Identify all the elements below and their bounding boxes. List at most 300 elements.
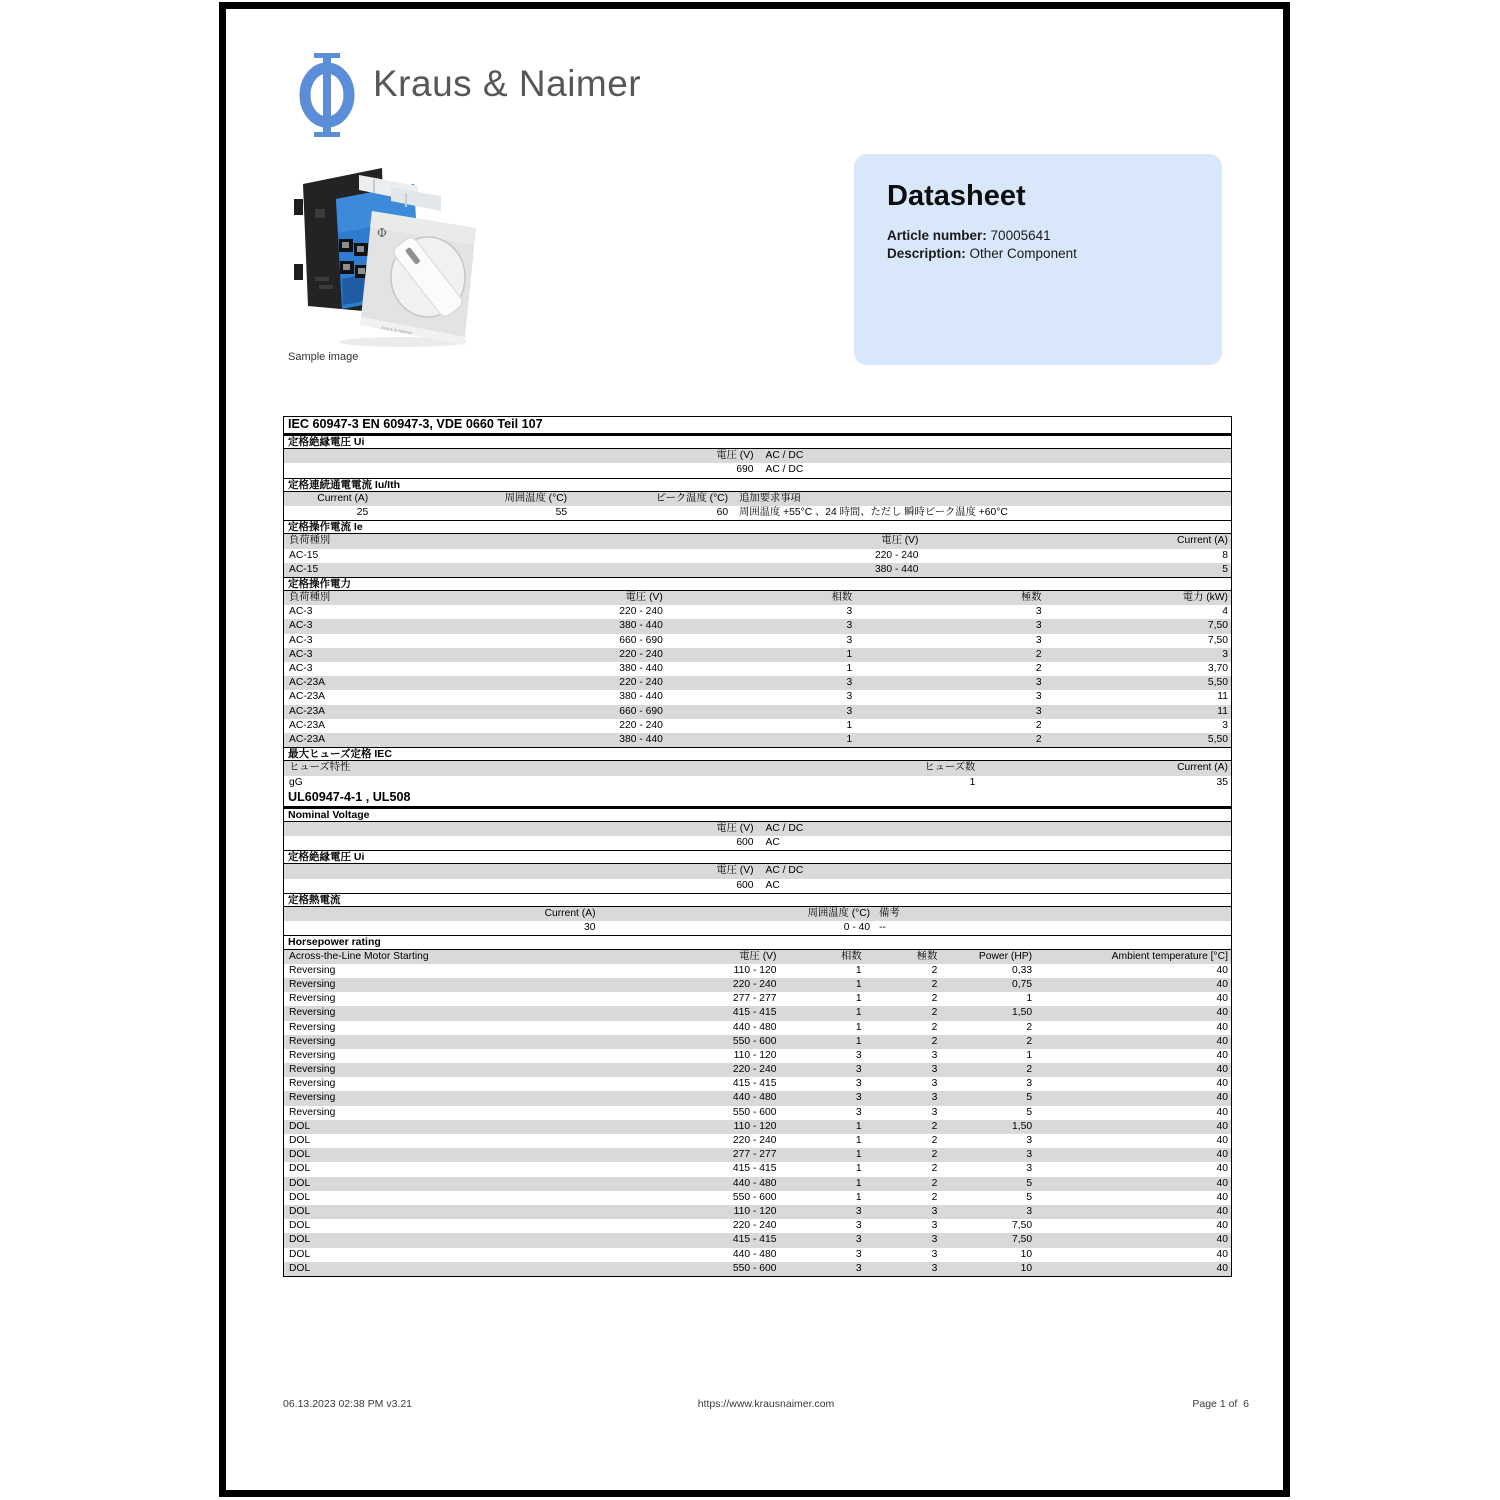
table-row <box>284 992 1231 1006</box>
table-cell: DOL <box>289 1149 311 1161</box>
table-cell: 1 <box>855 1021 862 1033</box>
table-cell: 1 <box>855 1163 862 1175</box>
table-row <box>284 879 1231 893</box>
table-cell: 3 <box>855 1049 862 1061</box>
table-cell: AC / DC <box>765 865 804 877</box>
section-header-row: 定格絶縁電圧 Ui <box>284 850 1231 864</box>
table-row <box>284 978 1231 992</box>
section-header-row: Nominal Voltage <box>284 808 1231 822</box>
column-header-row <box>284 492 1231 506</box>
brand-logo <box>297 51 642 139</box>
table-cell: 2 <box>931 1163 938 1175</box>
table-cell: 277 - 277 <box>732 993 777 1005</box>
page-frame <box>219 2 1290 1497</box>
section-header-row: Horsepower rating <box>284 935 1231 949</box>
table-row <box>284 1049 1231 1063</box>
table-cell: 3 <box>846 634 853 646</box>
table-cell: 660 - 690 <box>619 705 663 717</box>
table-cell: Reversing <box>289 993 336 1005</box>
column-header-cell: Current (A) <box>317 492 369 504</box>
table-cell: 690 <box>736 464 754 476</box>
table-cell: 440 - 480 <box>732 1021 777 1033</box>
table-cell: 440 - 480 <box>732 1248 777 1260</box>
table-row <box>284 836 1231 850</box>
table-cell: 3 <box>855 1248 862 1260</box>
table-cell: 600 <box>736 837 754 849</box>
table-cell: 3 <box>855 1064 862 1076</box>
column-header-cell: 電圧 (V) <box>625 592 663 604</box>
table-cell: 1 <box>846 719 853 731</box>
table-cell: 3 <box>1035 634 1042 646</box>
table-row <box>284 719 1231 733</box>
table-cell: 2 <box>931 964 938 976</box>
table-cell: 25 <box>356 506 369 518</box>
column-header-cell: 負荷種別 <box>289 535 331 547</box>
table-cell: 2 <box>931 1021 938 1033</box>
table-cell: -- <box>879 922 886 934</box>
table-cell: 1 <box>855 1135 862 1146</box>
table-row <box>284 648 1231 662</box>
table-cell: AC-23A <box>289 719 326 731</box>
description-label: Description: <box>887 246 966 261</box>
column-header-cell: 電圧 (V) <box>881 535 919 547</box>
table-cell: 3 <box>1035 677 1042 689</box>
table-row <box>284 1091 1231 1105</box>
table-cell: 40 <box>1216 1035 1228 1047</box>
table-cell: 3 <box>931 1205 938 1217</box>
table-cell: 5,50 <box>1207 733 1228 745</box>
table-cell: 55 <box>555 506 568 518</box>
table-cell: 7,50 <box>1207 634 1228 646</box>
table-cell: 4 <box>1222 606 1228 618</box>
table-cell: 110 - 120 <box>733 1049 777 1061</box>
table-row <box>284 1134 1231 1148</box>
table-cell: 2 <box>931 978 938 990</box>
column-header-cell: 追加要求事項 <box>739 492 801 504</box>
section-header-row: 定格操作電流 Ie <box>284 520 1231 534</box>
column-header-cell: Across-the-Line Motor Starting <box>289 950 429 962</box>
article-number-label: Article number: <box>887 228 987 243</box>
table-cell: 660 - 690 <box>619 634 663 646</box>
column-header-row <box>284 761 1231 775</box>
table-row <box>284 1148 1231 1162</box>
table-row <box>284 676 1231 690</box>
table-cell: 30 <box>584 922 596 934</box>
table-cell: 1 <box>969 776 976 788</box>
table-row <box>284 1006 1231 1020</box>
table-cell: 3 <box>855 1078 862 1090</box>
table-cell: AC <box>765 837 780 849</box>
table-row <box>284 662 1231 676</box>
table-cell: 40 <box>1216 1021 1228 1033</box>
table-row <box>284 705 1231 719</box>
column-header-row <box>284 907 1231 921</box>
table-cell: 550 - 600 <box>732 1191 777 1203</box>
section-header-row: 定格連続通電電流 Iu/Ith <box>284 478 1231 492</box>
table-cell: 2 <box>931 1135 938 1146</box>
table-cell: 2 <box>1026 1064 1033 1076</box>
table-cell: 40 <box>1216 1007 1228 1019</box>
table-cell: 3 <box>931 1234 938 1246</box>
column-header-cell: 電力 (kW) <box>1182 592 1228 604</box>
description-line <box>887 245 1222 263</box>
table-cell: 2 <box>931 993 938 1005</box>
table-cell: 40 <box>1216 1191 1228 1203</box>
table-cell: AC / DC <box>765 464 804 476</box>
column-header-cell: 相数 <box>841 950 862 962</box>
table-cell: 3 <box>846 606 853 618</box>
column-header-cell: Current (A) <box>544 908 596 919</box>
table-row <box>284 1077 1231 1091</box>
column-header-cell: 周囲温度 (°C) <box>504 492 568 504</box>
table-row <box>284 1063 1231 1077</box>
spec-table <box>283 416 1232 1277</box>
table-cell: 2 <box>1035 733 1042 745</box>
table-cell: 5 <box>1222 563 1228 575</box>
table-cell: 3 <box>931 1064 938 1076</box>
table-title-row: UL60947-4-1 , UL508 <box>284 790 1231 808</box>
table-cell: DOL <box>289 1177 311 1189</box>
table-cell: AC / DC <box>765 450 804 462</box>
table-cell: 1,50 <box>1012 1007 1033 1019</box>
column-header-cell: 電圧 (V) <box>739 950 777 962</box>
table-cell: 3 <box>1035 606 1042 618</box>
table-cell: 40 <box>1216 1092 1228 1104</box>
table-row <box>284 634 1231 648</box>
table-cell: 550 - 600 <box>732 1035 777 1047</box>
table-cell: DOL <box>289 1220 311 1232</box>
table-cell: 3 <box>931 1078 938 1090</box>
column-header-cell: Ambient temperature [°C] <box>1111 950 1228 962</box>
table-cell: DOL <box>289 1135 311 1146</box>
table-cell: 11 <box>1217 705 1228 717</box>
table-cell: Reversing <box>289 978 336 990</box>
table-cell: 3 <box>1035 691 1042 703</box>
table-cell: 1 <box>846 663 853 674</box>
table-cell: 2 <box>1035 663 1042 674</box>
table-cell: 電圧 (V) <box>716 450 754 462</box>
table-cell: 2 <box>931 1007 938 1019</box>
table-cell: 600 <box>736 879 754 891</box>
table-row <box>284 1233 1231 1247</box>
description-value: Other Component <box>969 246 1077 261</box>
table-cell: DOL <box>289 1191 311 1203</box>
section-header-row: 定格操作電力 <box>284 577 1231 591</box>
table-cell: 2 <box>931 1035 938 1047</box>
table-cell: 1 <box>855 1120 862 1132</box>
table-cell: 35 <box>1216 776 1228 788</box>
table-cell: 7,50 <box>1012 1220 1033 1232</box>
table-cell: 3 <box>931 1106 938 1118</box>
table-cell: 周囲温度 +55°C 、24 時間、ただし 瞬時ピーク温度 +60°C <box>739 506 1008 518</box>
table-cell: AC-3 <box>289 620 313 632</box>
table-cell: AC <box>765 879 780 891</box>
table-cell: 1 <box>855 1035 862 1047</box>
table-cell: 415 - 415 <box>732 1234 777 1246</box>
table-cell: 110 - 120 <box>733 964 777 976</box>
column-header-row <box>284 534 1231 548</box>
table-cell: 3 <box>931 1049 938 1061</box>
table-cell: 40 <box>1216 1120 1228 1132</box>
table-cell: 550 - 600 <box>732 1106 777 1118</box>
table-cell: 5 <box>1026 1191 1033 1203</box>
table-cell: 110 - 120 <box>733 1205 777 1217</box>
table-cell: 40 <box>1216 1177 1228 1189</box>
table-row <box>284 605 1231 619</box>
column-header-row <box>284 950 1231 964</box>
table-cell: 3 <box>1026 1135 1033 1146</box>
table-cell: AC-23A <box>289 733 326 745</box>
column-header-cell: 相数 <box>831 592 853 604</box>
table-cell: 3 <box>1026 1078 1033 1090</box>
section-header-row: 定格絶縁電圧 Ui <box>284 435 1231 449</box>
table-cell: 2 <box>1035 648 1042 660</box>
table-cell: Reversing <box>289 1064 336 1076</box>
table-cell: DOL <box>289 1163 311 1175</box>
table-cell: 8 <box>1222 549 1228 561</box>
table-row <box>284 822 1231 836</box>
table-cell: 2 <box>1026 1035 1033 1047</box>
table-cell: 5 <box>1026 1177 1033 1189</box>
column-header-cell: ヒューズ数 <box>924 762 976 774</box>
table-cell: 220 - 240 <box>619 606 663 618</box>
table-cell: 40 <box>1216 1262 1228 1274</box>
table-cell: 40 <box>1216 1078 1228 1090</box>
section-header-row: 定格熱電流 <box>284 893 1231 907</box>
table-cell: 電圧 (V) <box>716 865 754 877</box>
svg-text:Kraus & Naimer: Kraus & Naimer <box>380 325 413 336</box>
svg-text:Φ: Φ <box>377 226 387 240</box>
table-cell: 2 <box>931 1177 938 1189</box>
table-row <box>284 690 1231 704</box>
table-row <box>284 1120 1231 1134</box>
table-cell: Reversing <box>289 1078 336 1090</box>
table-cell: 40 <box>1216 964 1228 976</box>
table-cell: 3 <box>855 1106 862 1118</box>
table-cell: 1 <box>1026 993 1033 1005</box>
table-cell: AC-15 <box>289 563 319 575</box>
table-cell: AC-15 <box>289 549 319 561</box>
table-cell: 380 - 440 <box>874 563 919 575</box>
table-cell: 60 <box>716 506 729 518</box>
column-header-cell: 備考 <box>879 908 900 919</box>
table-cell: AC-23A <box>289 705 326 717</box>
table-cell: 380 - 440 <box>619 691 663 703</box>
table-cell: 2 <box>931 1149 938 1161</box>
table-cell: 220 - 240 <box>619 719 663 731</box>
table-cell: DOL <box>289 1234 311 1246</box>
table-row <box>284 563 1231 577</box>
table-cell: AC-3 <box>289 606 313 618</box>
table-cell: AC / DC <box>765 822 804 834</box>
table-cell: 1 <box>855 964 862 976</box>
table-row <box>284 1219 1231 1233</box>
table-row <box>284 1177 1231 1191</box>
table-cell: 415 - 415 <box>732 1163 777 1175</box>
table-cell: 40 <box>1216 1205 1228 1217</box>
table-cell: 40 <box>1216 1234 1228 1246</box>
table-cell: 2 <box>931 1191 938 1203</box>
table-cell: 3 <box>846 705 853 717</box>
table-cell: 40 <box>1216 1149 1228 1161</box>
table-cell: 1 <box>846 733 853 745</box>
table-cell: 277 - 277 <box>732 1149 777 1161</box>
table-cell: 5 <box>1026 1092 1033 1104</box>
table-cell: DOL <box>289 1120 311 1132</box>
table-cell: 380 - 440 <box>619 663 663 674</box>
table-cell: Reversing <box>289 1049 336 1061</box>
column-header-cell: 極数 <box>1020 592 1042 604</box>
table-row <box>284 864 1231 878</box>
table-cell: 0,33 <box>1012 964 1033 976</box>
table-cell: 440 - 480 <box>732 1092 777 1104</box>
table-cell: 220 - 240 <box>732 1064 777 1076</box>
table-cell: 3 <box>1026 1149 1033 1161</box>
column-header-cell: 極数 <box>916 950 938 962</box>
footer-url[interactable]: https://www.krausnaimer.com <box>697 1398 835 1410</box>
table-cell: 40 <box>1216 1049 1228 1061</box>
table-row <box>284 506 1231 520</box>
column-header-cell: Power (HP) <box>978 950 1033 962</box>
table-cell: 40 <box>1216 1106 1228 1118</box>
table-cell: 3 <box>931 1220 938 1232</box>
table-cell: 7,50 <box>1012 1234 1033 1246</box>
table-cell: 3 <box>1026 1163 1033 1175</box>
table-cell: 1,50 <box>1012 1120 1033 1132</box>
section-header-row: 最大ヒューズ定格 IEC <box>284 747 1231 761</box>
table-cell: 1 <box>1026 1049 1033 1061</box>
table-cell: 10 <box>1020 1248 1033 1260</box>
table-cell: 3 <box>855 1234 862 1246</box>
table-cell: Reversing <box>289 1106 336 1118</box>
table-cell: 415 - 415 <box>732 1078 777 1090</box>
table-cell: 1 <box>855 1191 862 1203</box>
datasheet-title: Datasheet <box>887 180 1026 212</box>
table-cell: 415 - 415 <box>732 1007 777 1019</box>
table-cell: 220 - 240 <box>732 1220 777 1232</box>
table-cell: Reversing <box>289 964 336 976</box>
table-row <box>284 1106 1231 1120</box>
table-cell: 3 <box>931 1092 938 1104</box>
product-image <box>285 159 479 351</box>
table-cell: DOL <box>289 1262 311 1274</box>
table-cell: 2 <box>1035 719 1042 731</box>
table-row <box>284 733 1231 747</box>
table-cell: 11 <box>1217 691 1228 703</box>
table-row <box>284 449 1231 463</box>
table-cell: 0,75 <box>1012 978 1033 990</box>
table-cell: 3 <box>931 1262 938 1274</box>
article-number-line <box>887 227 1222 245</box>
table-cell: Reversing <box>289 1021 336 1033</box>
table-cell: 電圧 (V) <box>716 822 754 834</box>
table-cell: 220 - 240 <box>874 549 919 561</box>
table-cell: DOL <box>289 1248 311 1260</box>
table-cell: 40 <box>1216 1064 1228 1076</box>
table-cell: gG <box>289 776 303 788</box>
table-cell: 3 <box>1222 719 1228 731</box>
table-cell: 380 - 440 <box>619 733 663 745</box>
table-row <box>284 1205 1231 1219</box>
table-cell: DOL <box>289 1205 311 1217</box>
table-cell: 1 <box>846 648 853 660</box>
table-row <box>284 964 1231 978</box>
table-cell: AC-3 <box>289 663 313 674</box>
column-header-cell: Current (A) <box>1177 535 1228 547</box>
table-cell: 40 <box>1216 1135 1228 1146</box>
table-cell: 2 <box>931 1120 938 1132</box>
table-cell: 220 - 240 <box>732 978 777 990</box>
table-cell: 3 <box>1035 620 1042 632</box>
table-cell: Reversing <box>289 1035 336 1047</box>
table-cell: 3 <box>855 1092 862 1104</box>
table-cell: 5 <box>1026 1106 1033 1118</box>
column-header-cell: 周囲温度 (°C) <box>807 908 871 919</box>
column-header-cell: ピーク温度 (°C) <box>655 492 729 504</box>
table-cell: 3 <box>855 1262 862 1274</box>
table-cell: 550 - 600 <box>732 1262 777 1274</box>
sample-image-caption: Sample image <box>288 351 359 363</box>
table-cell: Reversing <box>289 1007 336 1019</box>
phi-logo-icon <box>297 51 357 139</box>
column-header-row <box>284 591 1231 605</box>
table-cell: 1 <box>855 1177 862 1189</box>
table-cell: Reversing <box>289 1092 336 1104</box>
datasheet-meta <box>887 227 1222 263</box>
article-number-value: 70005641 <box>990 228 1051 243</box>
table-cell: 380 - 440 <box>619 620 663 632</box>
table-cell: 40 <box>1216 1163 1228 1175</box>
table-cell: 220 - 240 <box>619 648 663 660</box>
table-cell: 40 <box>1216 993 1228 1005</box>
table-cell: 10 <box>1020 1262 1033 1274</box>
table-cell: 3 <box>846 620 853 632</box>
table-cell: 1 <box>855 993 862 1005</box>
column-header-cell: 負荷種別 <box>289 592 331 604</box>
table-cell: 3 <box>846 691 853 703</box>
table-cell: 2 <box>1026 1021 1033 1033</box>
table-cell: 3,70 <box>1207 663 1228 674</box>
table-cell: 3 <box>855 1205 862 1217</box>
table-cell: AC-23A <box>289 677 326 689</box>
table-cell: 3 <box>1035 705 1042 717</box>
table-cell: AC-3 <box>289 648 313 660</box>
page-footer <box>283 1398 1249 1410</box>
table-title-row: IEC 60947-3 EN 60947-3, VDE 0660 Teil 107 <box>284 417 1231 435</box>
table-cell: 3 <box>1222 648 1228 660</box>
table-row <box>284 1262 1231 1276</box>
table-row <box>284 1162 1231 1176</box>
table-row <box>284 619 1231 633</box>
datasheet-card <box>854 154 1222 365</box>
table-cell: AC-23A <box>289 691 326 703</box>
table-cell: AC-3 <box>289 634 313 646</box>
table-cell: 3 <box>1026 1205 1033 1217</box>
table-row <box>284 1035 1231 1049</box>
table-cell: 0 - 40 <box>843 922 871 934</box>
table-row <box>284 549 1231 563</box>
table-cell: 3 <box>846 677 853 689</box>
table-row <box>284 921 1231 935</box>
table-row <box>284 463 1231 477</box>
table-cell: 40 <box>1216 978 1228 990</box>
table-cell: 220 - 240 <box>619 677 663 689</box>
table-cell: 7,50 <box>1207 620 1228 632</box>
table-cell: 3 <box>855 1220 862 1232</box>
table-cell: 220 - 240 <box>732 1135 777 1146</box>
table-row <box>284 1021 1231 1035</box>
table-cell: 110 - 120 <box>733 1120 777 1132</box>
